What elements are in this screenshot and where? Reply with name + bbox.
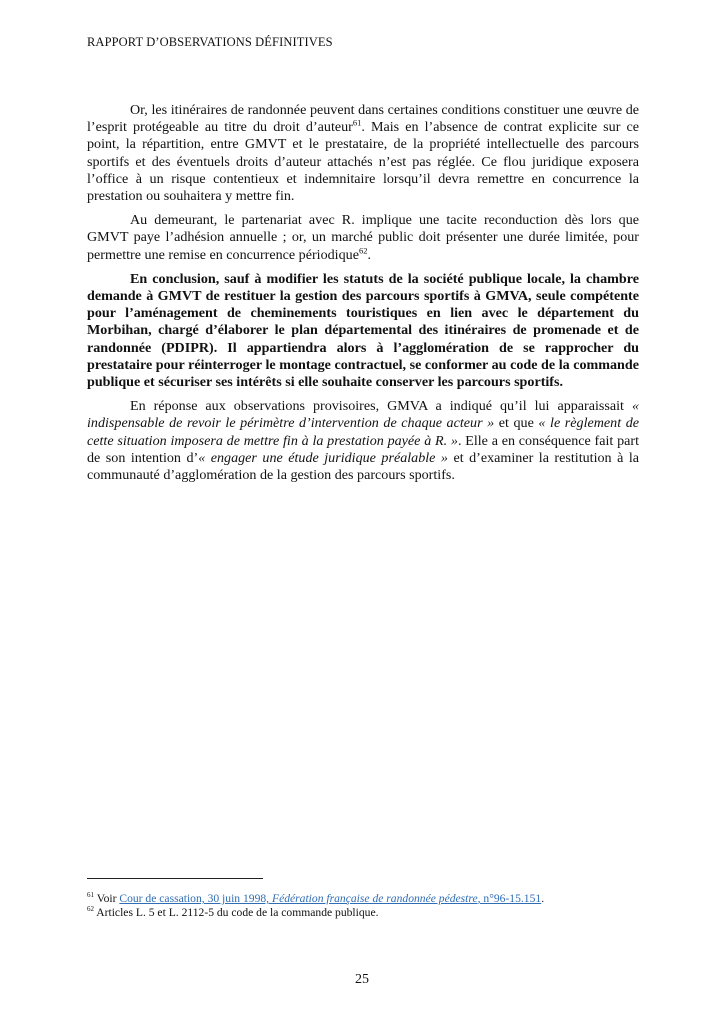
paragraph-gmva-response (87, 398, 639, 484)
paragraph-text: . Elle a en conséquence fait part de son intention d’ (87, 432, 639, 466)
footnote-separator (87, 878, 263, 879)
footnotes (87, 892, 647, 920)
quotation: « le règlement de cette situation imposera de mettre fin à la prestation payée à R. » (87, 415, 640, 449)
footnote-61 (87, 892, 647, 906)
quotation: « indispensable de revoir le périmètre d’intervention de chaque acteur » (87, 398, 639, 432)
running-header: RAPPORT D’OBSERVATIONS DÉFINITIVES (87, 35, 333, 49)
paragraph-text: . Mais en l’absence de contrat explicite sur ce point, la répartition, entre GMVT et le prestataire, de la propriété intellectuelle des parcours sportifs et des éventuels droits d’auteur attachés n’est pas réglée. Ce flou juridique exposera l’office à un risque contentieux et indemnitaire lorsqu’il devra remettre en concurrence la prestation ou souhaitera y mettre fin. (87, 119, 639, 205)
paragraph-tacit-renewal (87, 212, 639, 264)
footnote-62 (87, 906, 647, 920)
footnote-ref-62[interactable]: 62 (358, 244, 368, 255)
footnote-ref-61[interactable]: 61 (352, 117, 362, 128)
page-number: 25 (355, 972, 369, 987)
paragraph-text: En conclusion, sauf à modifier les statuts de la société publique locale, la chambre demande à GMVT de restituer la gestion des parcours sportifs à GMVA, seule compétente pour l’aménagement de cheminements touristiques en lien avec le département du Morbihan, chargé d’élaborer le plan départemental des itinéraires de promenade et de randonnée (PDIPR). Il appartiendra alors à l’agglomération de se rapprocher du prestataire pour réinterroger le montage contractuel, se conformer au code de la commande publique et sécuriser ses intérêts si elle souhaite conserver les parcours sportifs. (87, 270, 639, 391)
link-text-italic: Fédération française de randonnée pédestre (271, 892, 478, 905)
footnote-number: 61 (87, 891, 94, 900)
link-text: Cour de cassation, 30 juin 1998, (119, 892, 272, 905)
paragraph-text: En réponse aux observations provisoires, GMVA a indiqué qu’il lui apparaissait (130, 398, 632, 415)
footnote-text: Articles L. 5 et L. 2112-5 du code de la commande publique. (94, 906, 379, 919)
footnote-text: Voir (94, 892, 120, 905)
body-text (87, 102, 639, 491)
footnote-number: 62 (87, 905, 94, 914)
footnote-text: . (541, 892, 545, 905)
paragraph-conclusion-recommendation (87, 271, 639, 391)
quotation: « engager une étude juridique préalable » (198, 449, 448, 466)
paragraph-intellectual-property (87, 102, 639, 205)
paragraph-text: Or, les itinéraires de randonnée peuvent dans certaines conditions constituer une œuvre de l’esprit protégeable au titre du droit d’auteur (87, 102, 639, 136)
link-text: , n°96-15.151 (477, 892, 542, 905)
paragraph-text: et d’examiner la restitution à la communauté d’agglomération de la gestion des parcours sportifs. (87, 449, 639, 484)
case-law-link[interactable] (119, 892, 541, 905)
paragraph-text: . (367, 246, 371, 263)
paragraph-text: et que (494, 415, 539, 432)
paragraph-text: Au demeurant, le partenariat avec R. implique une tacite reconduction dès lors que GMVT paye l’adhésion annuelle ; or, un marché public doit présenter une durée limitée, pour permettre une remise en concurrence périodique (87, 212, 639, 263)
